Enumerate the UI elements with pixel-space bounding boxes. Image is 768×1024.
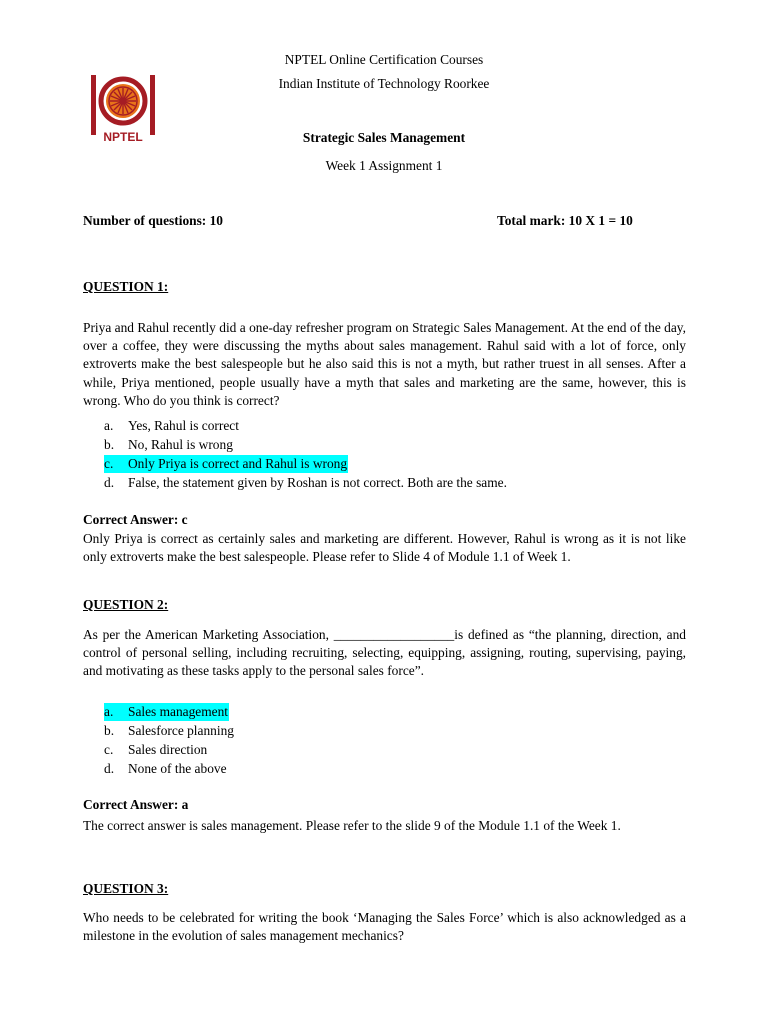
question-3-text: Who needs to be celebrated for writing the book ‘Managing the Sales Force’ which is also acknowledged as a milestone in the evolution of sales management mechanics? — [83, 910, 686, 944]
question-3-heading: QUESTION 3: — [83, 881, 169, 896]
number-of-questions: Number of questions: 10 — [83, 213, 223, 228]
assignment-title: Week 1 Assignment 1 — [325, 158, 443, 173]
question-2-option-b: b. Salesforce planning — [104, 723, 234, 738]
question-2-heading: QUESTION 2: — [83, 597, 169, 612]
question-2-option-d: d. None of the above — [104, 761, 227, 776]
question-1-option-a: a. Yes, Rahul is correct — [104, 418, 239, 433]
question-1-text: Priya and Rahul recently did a one-day refresher program on Strategic Sales Management. At the end of the day, over a coffee, they were discussing the myths about sales management. Rahul said with a lot of force, only extroverts make the best salespeople but he also said this is not a myth, but rather truest in all senses. After a while, Priya mentioned, people usually have a myth that sales and marketing are the same, however, this is wrong. Who do you think is correct? — [83, 320, 686, 408]
course-title: Strategic Sales Management — [302, 130, 466, 145]
total-mark: Total mark: 10 X 1 = 10 — [497, 213, 633, 228]
question-1-explanation: Only Priya is correct as certainly sales and marketing are different. However, Rahul is wrong as it is not like only extroverts make the best salespeople. Please refer to Slide 4 of Module 1.1 of Week 1. — [83, 531, 686, 565]
question-1-option-b: b. No, Rahul is wrong — [104, 437, 233, 452]
question-2-option-c: c. Sales direction — [104, 742, 208, 757]
question-2-option-a-highlighted: a. Sales management — [104, 704, 229, 719]
question-1-heading: QUESTION 1: — [83, 279, 169, 294]
question-2-explanation: The correct answer is sales management. Please refer to the slide 9 of the Module 1.1 of the Week 1. — [83, 818, 621, 833]
question-2-text: As per the American Marketing Association, __________________is defined as “the planning, direction, and control of personal selling, including recruiting, selecting, equipping, assigning, routing, supervising, paying, and motivating as these tasks apply to the personal sales force”. — [83, 627, 686, 679]
question-1-correct-answer: Correct Answer: c — [83, 512, 188, 527]
institute-line-2: Indian Institute of Technology Roorkee — [278, 76, 490, 91]
question-1-option-c-highlighted: c. Only Priya is correct and Rahul is wrong — [104, 456, 348, 471]
question-1-option-d: d. False, the statement given by Roshan is not correct. Both are the same. — [104, 475, 507, 490]
question-2-correct-answer: Correct Answer: a — [83, 797, 189, 812]
nptel-logo-text: NPTEL — [97, 130, 149, 144]
institute-line-1: NPTEL Online Certification Courses — [284, 52, 484, 67]
